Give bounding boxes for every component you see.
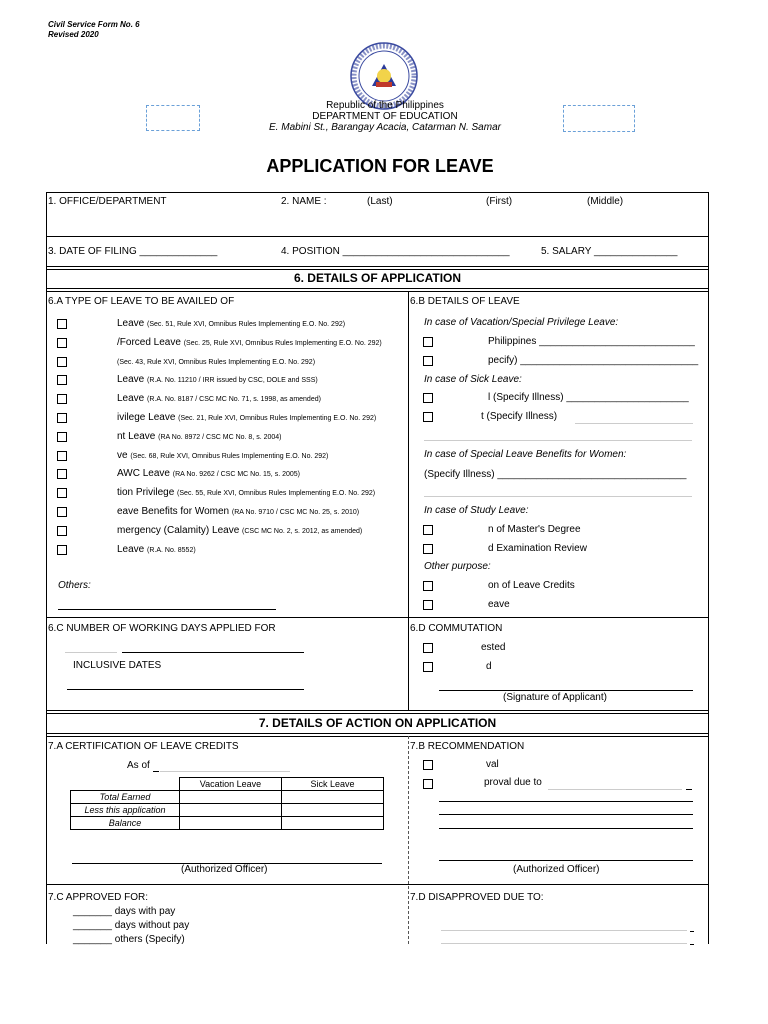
divider (46, 733, 709, 734)
leave-type-reference: (RA No. 9710 / CSC MC No. 25, s. 2010) (231, 509, 360, 516)
leave-type-item (117, 337, 382, 350)
disapproval-checkbox[interactable] (423, 779, 433, 789)
divider (46, 266, 709, 267)
working-days-line[interactable] (122, 652, 304, 653)
section-6d-title: 6.D COMMUTATION (410, 623, 503, 634)
leave-type-reference: (Sec. 21, Rule XVI, Omnibus Rules Implementing E.O. No. 292) (178, 415, 377, 422)
leave-type-checkbox[interactable] (57, 432, 67, 442)
leave-credits-table (70, 777, 384, 830)
vacation-leave-header: Vacation Leave (180, 778, 282, 791)
total-earned-label: Total Earned (71, 791, 180, 804)
monetization-checkbox[interactable] (423, 581, 433, 591)
disapproval-label: proval due to (484, 777, 542, 788)
abroad-label: pecify) ________________________________ (488, 355, 699, 366)
leave-type-label: Leave (117, 374, 145, 385)
as-of-label: As of (127, 760, 150, 771)
form-meta (48, 20, 140, 40)
disapproved-reason-input[interactable] (441, 930, 687, 931)
position-field[interactable]: 4. POSITION ______________________________ (281, 246, 510, 257)
leave-type-item (117, 487, 375, 500)
divider (46, 288, 709, 289)
leave-type-checkbox[interactable] (57, 319, 67, 329)
leave-type-item (117, 506, 359, 519)
divider (46, 617, 709, 618)
commutation-requested-checkbox[interactable] (423, 643, 433, 653)
leave-type-label: ve (117, 450, 128, 461)
leave-type-label: Leave (117, 544, 145, 555)
department-line: DEPARTMENT OF EDUCATION (312, 111, 458, 122)
days-without-pay-field[interactable]: _______ days without pay (73, 920, 190, 931)
in-hospital-label: l (Specify Illness) ______________________ (488, 392, 689, 403)
leave-type-checkbox[interactable] (57, 375, 67, 385)
inclusive-dates-label: INCLUSIVE DATES (73, 660, 162, 671)
authorized-officer-label-7b: (Authorized Officer) (513, 864, 600, 875)
in-hospital-checkbox[interactable] (423, 393, 433, 403)
leave-type-reference: (CSC MC No. 2, s. 2012, as amended) (242, 528, 363, 535)
section-7c-title: 7.C APPROVED FOR: (48, 892, 149, 903)
approval-checkbox[interactable] (423, 760, 433, 770)
terminal-leave-label: eave (488, 599, 510, 610)
out-patient-label: t (Specify Illness) (481, 411, 558, 422)
leave-type-label: tion Privilege (117, 487, 175, 498)
divider (46, 236, 709, 237)
others-label: Others: (58, 580, 91, 591)
as-of-line (153, 771, 159, 772)
abroad-checkbox[interactable] (423, 356, 433, 366)
within-philippines-checkbox[interactable] (423, 337, 433, 347)
divider (46, 269, 709, 270)
leave-type-label: nt Leave (117, 431, 156, 442)
column-divider (408, 291, 409, 710)
leave-type-reference: (R.A. No. 8187 / CSC MC No. 71, s. 1998, as amended) (147, 396, 321, 403)
leave-type-checkbox[interactable] (57, 338, 67, 348)
less-application-sick-cell[interactable] (282, 804, 384, 817)
officer-signature-line-7b[interactable] (439, 860, 693, 861)
leave-type-reference: (R.A. No. 8552) (147, 547, 196, 554)
others-input[interactable] (58, 609, 276, 610)
women-heading: In case of Special Leave Benefits for Women: (424, 449, 627, 460)
column-divider (408, 736, 409, 944)
leave-type-item (117, 318, 345, 331)
page-title: APPLICATION FOR LEAVE (266, 156, 494, 176)
right-placeholder-box (563, 105, 635, 132)
leave-type-reference: (RA No. 9262 / CSC MC No. 15, s. 2005) (172, 471, 300, 478)
leave-type-checkbox[interactable] (57, 394, 67, 404)
leave-type-item (117, 393, 321, 406)
date-of-filing-field[interactable]: 3. DATE OF FILING ______________ (48, 246, 218, 257)
office-label: 1. OFFICE/DEPARTMENT (48, 196, 167, 207)
last-name-label: (Last) (367, 196, 393, 207)
disapproval-reason-end (686, 789, 692, 790)
name-label: 2. NAME : (281, 196, 327, 207)
section-7a-title: 7.A CERTIFICATION OF LEAVE CREDITS (48, 741, 239, 752)
vacation-heading: In case of Vacation/Special Privilege Leave: (424, 317, 619, 328)
section-6c-title: 6.C NUMBER OF WORKING DAYS APPLIED FOR (48, 623, 276, 634)
leave-type-checkbox[interactable] (57, 357, 67, 367)
authorized-officer-label-7a: (Authorized Officer) (181, 864, 268, 875)
out-patient-checkbox[interactable] (423, 412, 433, 422)
within-philippines-label: Philippines ____________________________ (488, 336, 695, 347)
section-6b-title: 6.B DETAILS OF LEAVE (410, 296, 520, 307)
masters-degree-checkbox[interactable] (423, 525, 433, 535)
commutation-requested-label: ested (481, 642, 506, 653)
terminal-leave-checkbox[interactable] (423, 600, 433, 610)
leave-type-reference: (Sec. 68, Rule XVI, Omnibus Rules Implementing E.O. No. 292) (130, 453, 329, 460)
bar-review-label: d Examination Review (488, 543, 587, 554)
inclusive-dates-input[interactable] (67, 689, 304, 690)
other-purpose-heading: Other purpose: (424, 561, 491, 572)
sick-heading: In case of Sick Leave: (424, 374, 522, 385)
balance-sick-cell[interactable] (282, 817, 384, 830)
leave-type-item (117, 412, 376, 425)
leave-type-reference: (Sec. 51, Rule XVI, Omnibus Rules Implementing E.O. No. 292) (147, 321, 346, 328)
women-extra-input[interactable] (424, 496, 692, 497)
leave-type-reference: (Sec. 43, Rule XVI, Omnibus Rules Implementing E.O. No. 292) (117, 359, 316, 366)
commutation-not-requested-checkbox[interactable] (423, 662, 433, 672)
applicant-signature-line[interactable] (439, 690, 693, 691)
salary-field[interactable]: 5. SALARY _______________ (541, 246, 678, 257)
form-revision: Revised 2020 (48, 30, 99, 39)
first-name-label: (First) (486, 196, 513, 207)
leave-type-checkbox[interactable] (57, 507, 67, 517)
others-specify-field[interactable]: _______ others (Specify) (73, 934, 185, 945)
leave-type-checkbox[interactable] (57, 469, 67, 479)
divider (46, 291, 709, 292)
agency-header (240, 100, 530, 133)
less-application-vacation-cell[interactable] (180, 804, 282, 817)
applicant-signature-label: (Signature of Applicant) (503, 692, 607, 703)
disapproval-reason-input[interactable] (548, 789, 682, 790)
leave-type-checkbox[interactable] (57, 526, 67, 536)
leave-type-checkbox[interactable] (57, 488, 67, 498)
total-earned-sick-cell[interactable] (282, 791, 384, 804)
form-number: Civil Service Form No. 6 (48, 20, 140, 29)
divider (46, 884, 709, 885)
balance-label: Balance (71, 817, 180, 830)
leave-type-item (117, 374, 318, 387)
leave-type-checkbox[interactable] (57, 451, 67, 461)
leave-type-reference: (Sec. 55, Rule XVI, Omnibus Rules Implementing E.O. No. 292) (177, 490, 376, 497)
sick-leave-header: Sick Leave (282, 778, 384, 791)
leave-type-reference: (RA No. 8972 / CSC MC No. 8, s. 2004) (158, 434, 282, 441)
masters-degree-label: n of Master's Degree (488, 524, 581, 535)
leave-type-label: ivilege Leave (117, 412, 176, 423)
women-illness-field[interactable]: (Specify Illness) __________________________________ (424, 469, 687, 480)
leave-type-item (117, 544, 196, 557)
divider (46, 736, 709, 737)
leave-type-item (117, 450, 328, 463)
leave-type-reference: (Sec. 25, Rule XVI, Omnibus Rules Implementing E.O. No. 292) (183, 340, 382, 347)
leave-type-label: /Forced Leave (117, 337, 181, 348)
bar-review-checkbox[interactable] (423, 544, 433, 554)
commutation-not-requested-label: d (486, 661, 492, 672)
as-of-input[interactable] (160, 771, 290, 772)
leave-type-reference: (R.A. No. 11210 / IRR issued by CSC, DOLE and SSS) (147, 377, 318, 384)
left-placeholder-box (146, 105, 200, 131)
monetization-label: on of Leave Credits (488, 580, 575, 591)
section-7b-title: 7.B RECOMMENDATION (410, 741, 525, 752)
leave-type-item (117, 525, 362, 538)
disapproved-reason-end (690, 944, 694, 945)
address-line: E. Mabini St., Barangay Acacia, Catarman N. Samar (269, 122, 501, 133)
recommendation-line[interactable] (439, 828, 693, 829)
total-earned-vacation-cell[interactable] (180, 791, 282, 804)
leave-type-label: AWC Leave (117, 468, 170, 479)
sick-extra-input[interactable] (424, 440, 692, 441)
disapproved-reason-input[interactable] (441, 943, 687, 944)
out-patient-input[interactable] (575, 423, 693, 424)
republic-line: Republic of the Philippines (326, 100, 444, 111)
approval-label: val (486, 759, 499, 770)
recommendation-line[interactable] (439, 801, 693, 802)
less-application-label: Less this application (71, 804, 180, 817)
leave-type-label: mergency (Calamity) Leave (117, 525, 240, 536)
section-7d-title: 7.D DISAPPROVED DUE TO: (410, 892, 544, 903)
balance-vacation-cell[interactable] (180, 817, 282, 830)
leave-type-checkbox[interactable] (57, 413, 67, 423)
days-with-pay-field[interactable]: _______ days with pay (73, 906, 176, 917)
divider (46, 710, 709, 711)
leave-type-label: Leave (117, 318, 145, 329)
section-6-title: 6. DETAILS OF APPLICATION (293, 271, 462, 285)
leave-type-checkbox[interactable] (57, 545, 67, 555)
leave-type-item (117, 431, 281, 444)
leave-type-label: eave Benefits for Women (117, 506, 230, 517)
leave-type-label: Leave (117, 393, 145, 404)
recommendation-line[interactable] (439, 814, 693, 815)
working-days-input[interactable] (65, 652, 117, 653)
disapproved-reason-end (690, 931, 694, 932)
leave-type-item (117, 468, 300, 481)
middle-name-label: (Middle) (587, 196, 624, 207)
section-7-title: 7. DETAILS OF ACTION ON APPLICATION (258, 716, 497, 730)
section-6a-title: 6.A TYPE OF LEAVE TO BE AVAILED OF (48, 296, 235, 307)
study-heading: In case of Study Leave: (424, 505, 529, 516)
divider (46, 713, 709, 714)
leave-type-item (117, 356, 315, 369)
